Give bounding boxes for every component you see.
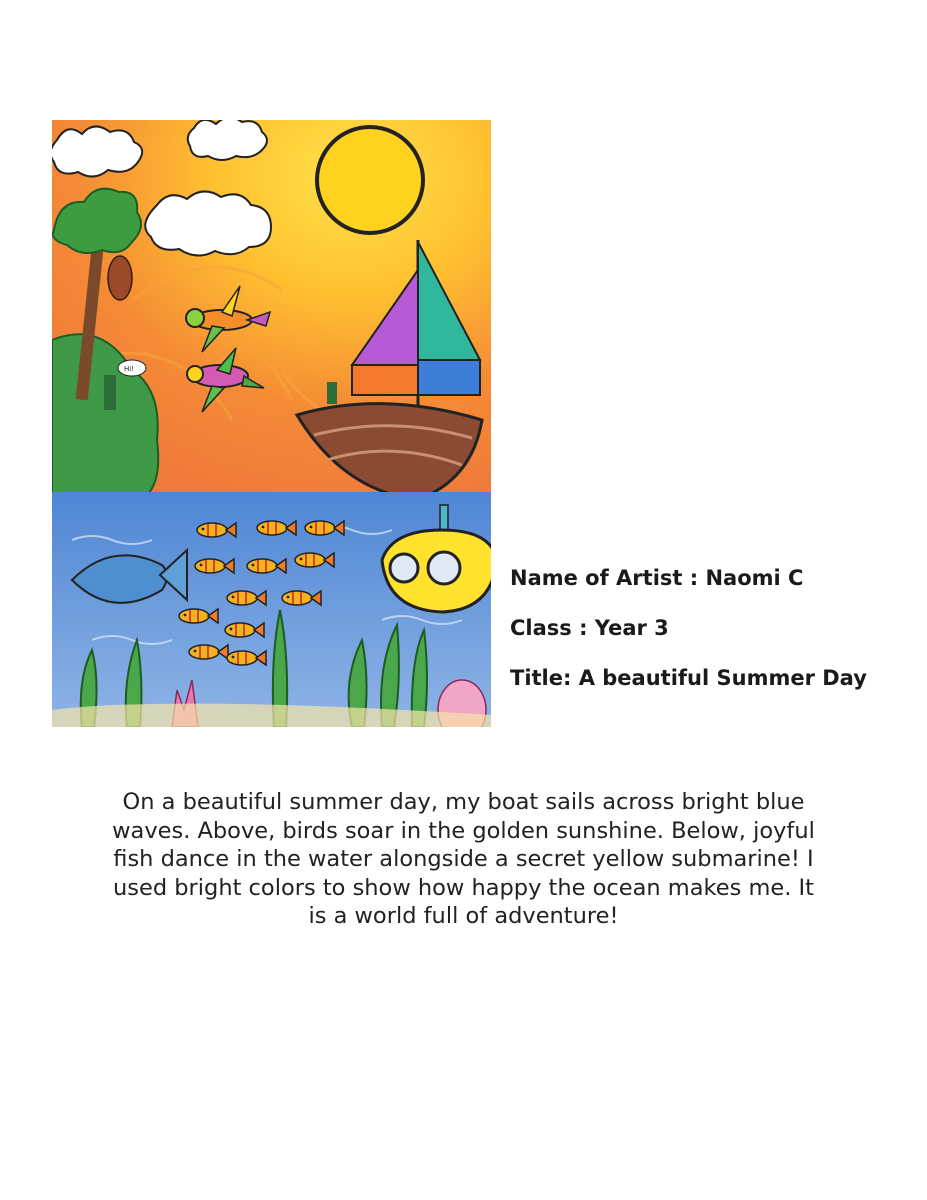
artwork-info [510, 565, 910, 715]
artwork-title: Title: A beautiful Summer Day [510, 666, 867, 690]
svg-text:Hi!: Hi! [124, 365, 135, 373]
artwork-image [52, 120, 491, 727]
artist-name: Name of Artist : Naomi C [510, 566, 804, 590]
class-label: Class : Year 3 [510, 616, 669, 640]
artwork-description: On a beautiful summer day, my boat sails across bright blue waves. Above, birds soar in the golden sunshine. Below, joyful fish dance in the water alongside a secret yellow submarine! I used bright colors to show how happy the ocean makes me. It is a world full of adventure! [112, 789, 815, 929]
sun-icon [317, 127, 423, 233]
